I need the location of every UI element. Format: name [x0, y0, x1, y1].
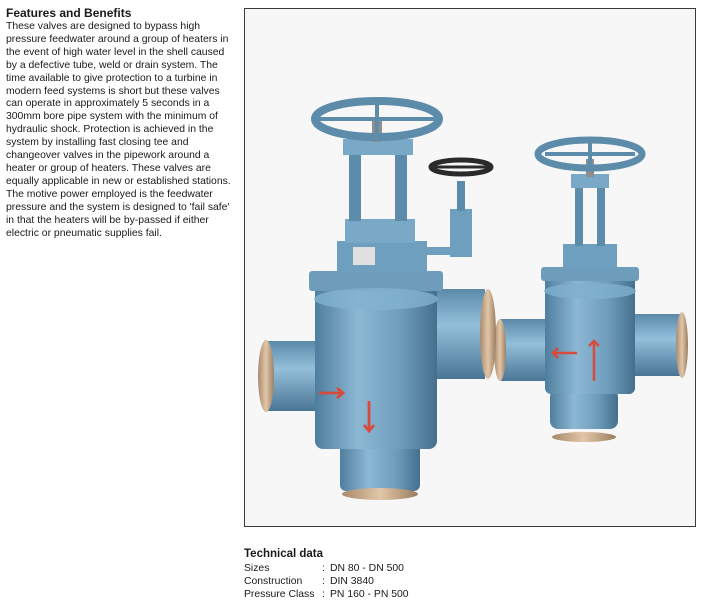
tech-label: Construction: [244, 576, 303, 587]
tech-separator: :: [322, 563, 325, 574]
features-heading: Features and Benefits: [6, 6, 132, 20]
features-section: [6, 6, 238, 240]
tech-value: DN 80 - DN 500: [330, 563, 404, 574]
tech-separator: :: [322, 576, 325, 587]
technical-heading: Technical data: [244, 548, 324, 560]
tech-row-pressure-class: [244, 588, 544, 601]
tech-value: PN 160 - PN 500: [330, 589, 409, 600]
valve-illustration: [245, 9, 695, 526]
features-body: These valves are designed to bypass high pressure feedwater around a group of heaters in the event of high water level in the shell caused by a defective tube, weld or drain system. The time available to give protection to a turbine in modern feed systems is short but these valves can operate in approximately 5 seconds in a 300mm bore pipe system with the minimum of hydraulic shock. Protection is achieved in the system by installing fast closing tee and changeover valves in the pipework around a heater or group of heaters. These valves are equally applicable in new or established stations. The motive power employed is the feedwater pressure and the system is designed to 'fail safe' in that the heaters will be by-passed if either electric or pneumatic supplies fail.: [6, 21, 231, 239]
valve-photo: [244, 8, 696, 527]
tech-label: Pressure Class: [244, 589, 315, 600]
tech-row-construction: [244, 575, 544, 588]
left-valve: [258, 101, 496, 500]
tech-row-sizes: [244, 562, 544, 575]
tech-value: DIN 3840: [330, 576, 374, 587]
right-valve: [494, 140, 688, 442]
tech-separator: :: [322, 589, 325, 600]
tech-label: Sizes: [244, 563, 270, 574]
technical-data-section: [244, 548, 544, 601]
